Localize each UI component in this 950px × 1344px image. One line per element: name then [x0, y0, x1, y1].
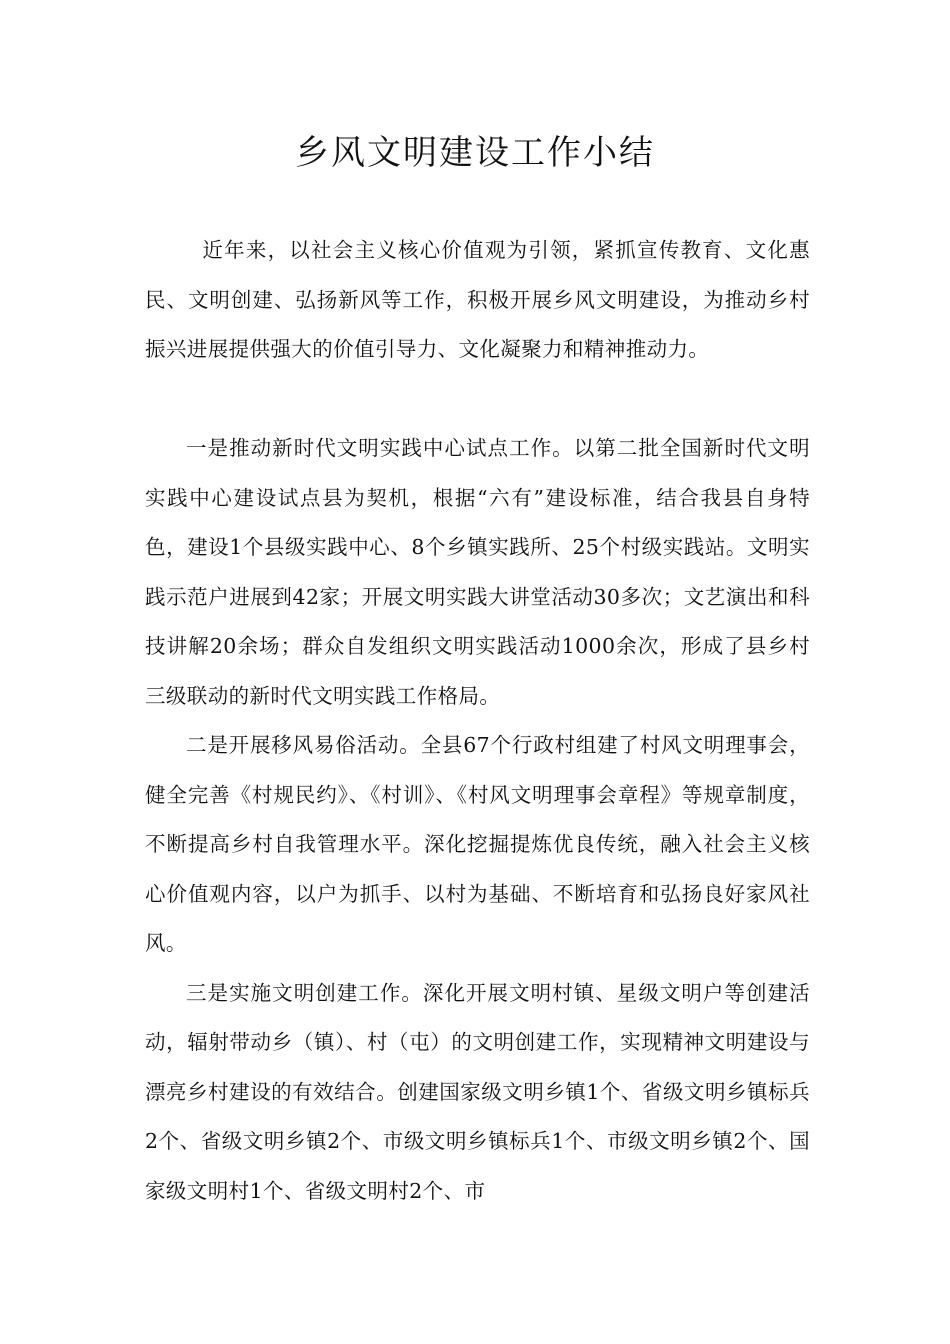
paragraph-civilization-creation: 三是实施文明创建工作。深化开展文明村镇、星级文明户等创建活动，辐射带动乡（镇）、村（屯）的文明创建工作，实现精神文明建设与漂亮乡村建设的有效结合。创建国家级文明乡镇1个、省级文明乡镇标兵2个、省级文明乡镇2个、市级文明乡镇标兵1个、市级文明乡镇2个、国家级文明村1个、省级文明村2个、市 — [145, 980, 810, 1203]
body-sections — [145, 424, 810, 1216]
paragraph-customs-reform: 二是开展移风易俗活动。全县67个行政村组建了村风文明理事会，健全完善《村规民约》、《村训》、《村风文明理事会章程》等规章制度，不断提高乡村自我管理水平。深化挖掘提炼优良传统，融入社会主义核心价值观内容，以户为抓手、以村为基础、不断培育和弘扬良好家风社风。 — [145, 733, 810, 955]
document-title: 乡风文明建设工作小结 — [295, 133, 655, 173]
intro-paragraph: 近年来，以社会主义核心价值观为引领，紧抓宣传教育、文化惠民、文明创建、弘扬新风等工作，积极开展乡风文明建设，为推动乡村振兴进展提供强大的价值引导力、文化凝聚力和精神推动力。 — [145, 238, 810, 361]
paragraph-civilization-practice: 一是推动新时代文明实践中心试点工作。以第二批全国新时代文明实践中心建设试点县为契机，根据“六有”建设标准，结合我县自身特色，建设1个县级实践中心、8个乡镇实践所、25个村级实践站。文明实践示范户进展到42家；开展文明实践大讲堂活动30多次；文艺演出和科技讲解20余场；群众自发组织文明实践活动1000余次，形成了县乡村三级联动的新时代文明实践工作格局。 — [145, 436, 810, 708]
intro-section — [145, 226, 810, 375]
